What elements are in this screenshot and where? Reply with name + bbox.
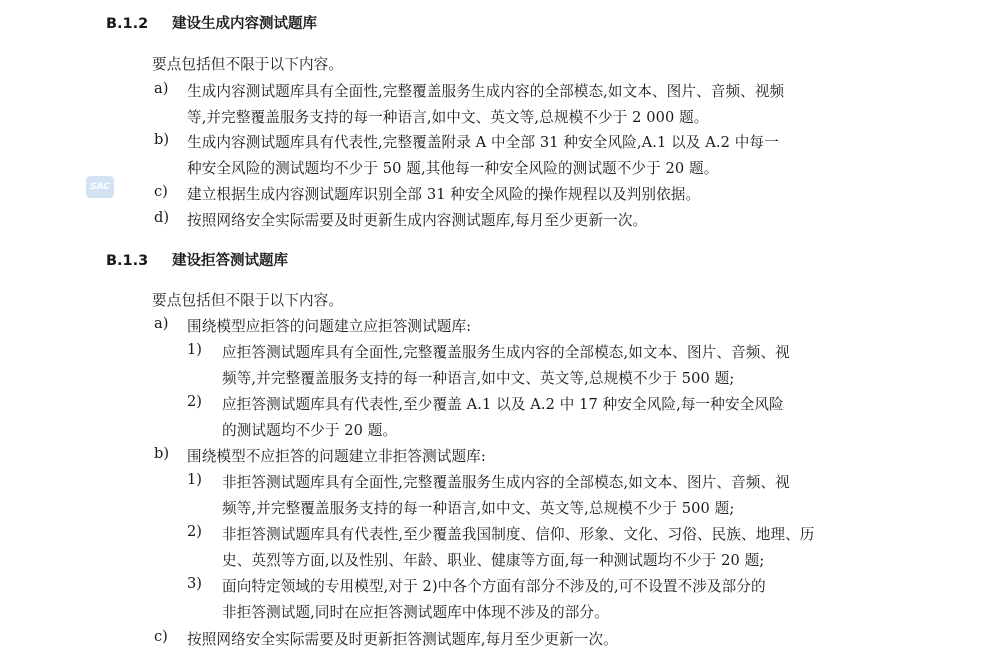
sub-list-line: 频等,并完整覆盖服务支持的每一种语言,如中文、英文等,总规模不少于 500 题; — [222, 370, 735, 387]
list-item-line: 生成内容测试题库具有全面性,完整覆盖服务生成内容的全部模态,如文本、图片、音频、视频 — [187, 83, 785, 100]
sub-list-label: 1) — [187, 341, 202, 358]
list-item-line: 生成内容测试题库具有代表性,完整覆盖附录 A 中全部 31 种安全风险,A.1 以及 A.2 中每一 — [187, 134, 779, 151]
watermark-text: SAC — [90, 182, 110, 192]
sub-list-line: 非拒答测试题库具有代表性,至少覆盖我国制度、信仰、形象、文化、习俗、民族、地理、历 — [222, 526, 815, 543]
section-number: B.1.3 — [106, 253, 149, 269]
sub-list-line: 应拒答测试题库具有代表性,至少覆盖 A.1 以及 A.2 中 17 种安全风险,每一种安全风险 — [222, 396, 784, 413]
list-item-line: 等,并完整覆盖服务支持的每一种语言,如中文、英文等,总规模不少于 2 000 题。 — [187, 109, 709, 126]
sub-list-line: 史、英烈等方面,以及性别、年龄、职业、健康等方面,每一种测试题均不少于 20 题; — [222, 552, 765, 569]
intro-text: 要点包括但不限于以下内容。 — [152, 56, 344, 73]
list-item-line: 按照网络安全实际需要及时更新生成内容测试题库,每月至少更新一次。 — [187, 212, 648, 229]
sub-list-line: 面向特定领域的专用模型,对于 2)中各个方面有部分不涉及的,可不设置不涉及部分的 — [222, 578, 766, 595]
list-label: b) — [154, 131, 170, 148]
intro-text: 要点包括但不限于以下内容。 — [152, 292, 344, 309]
list-label: c) — [154, 628, 168, 645]
list-label: d) — [154, 209, 170, 226]
sub-list-label: 1) — [187, 471, 202, 488]
sub-list-line: 的测试题均不少于 20 题。 — [222, 422, 398, 439]
section-title: 建设拒答测试题库 — [172, 253, 288, 269]
sub-list-label: 2) — [187, 393, 202, 410]
sub-list-line: 应拒答测试题库具有全面性,完整覆盖服务生成内容的全部模态,如文本、图片、音频、视 — [222, 344, 790, 361]
list-item-line: 种安全风险的测试题均不少于 50 题,其他每一种安全风险的测试题不少于 20 题。 — [187, 160, 719, 177]
list-item-line: 建立根据生成内容测试题库识别全部 31 种安全风险的操作规程以及判别依据。 — [187, 186, 701, 203]
sub-list-line: 非拒答测试题,同时在应拒答测试题库中体现不涉及的部分。 — [222, 604, 609, 621]
list-item-line: 围绕模型应拒答的问题建立应拒答测试题库: — [187, 318, 472, 335]
sub-list-line: 非拒答测试题库具有全面性,完整覆盖服务生成内容的全部模态,如文本、图片、音频、视 — [222, 474, 790, 491]
section-number: B.1.2 — [106, 16, 149, 32]
list-item-line: 围绕模型不应拒答的问题建立非拒答测试题库: — [187, 448, 486, 465]
sac-watermark-logo — [86, 176, 114, 198]
sub-list-line: 频等,并完整覆盖服务支持的每一种语言,如中文、英文等,总规模不少于 500 题; — [222, 500, 735, 517]
section-title: 建设生成内容测试题库 — [172, 16, 317, 32]
list-label: b) — [154, 445, 170, 462]
sub-list-label: 2) — [187, 523, 202, 540]
list-item-line: 按照网络安全实际需要及时更新拒答测试题库,每月至少更新一次。 — [187, 631, 618, 648]
section-heading-b13 — [106, 249, 288, 270]
list-label: c) — [154, 183, 168, 200]
section-heading-b12 — [106, 12, 317, 33]
list-label: a) — [154, 315, 169, 332]
list-label: a) — [154, 80, 169, 97]
sub-list-label: 3) — [187, 575, 202, 592]
